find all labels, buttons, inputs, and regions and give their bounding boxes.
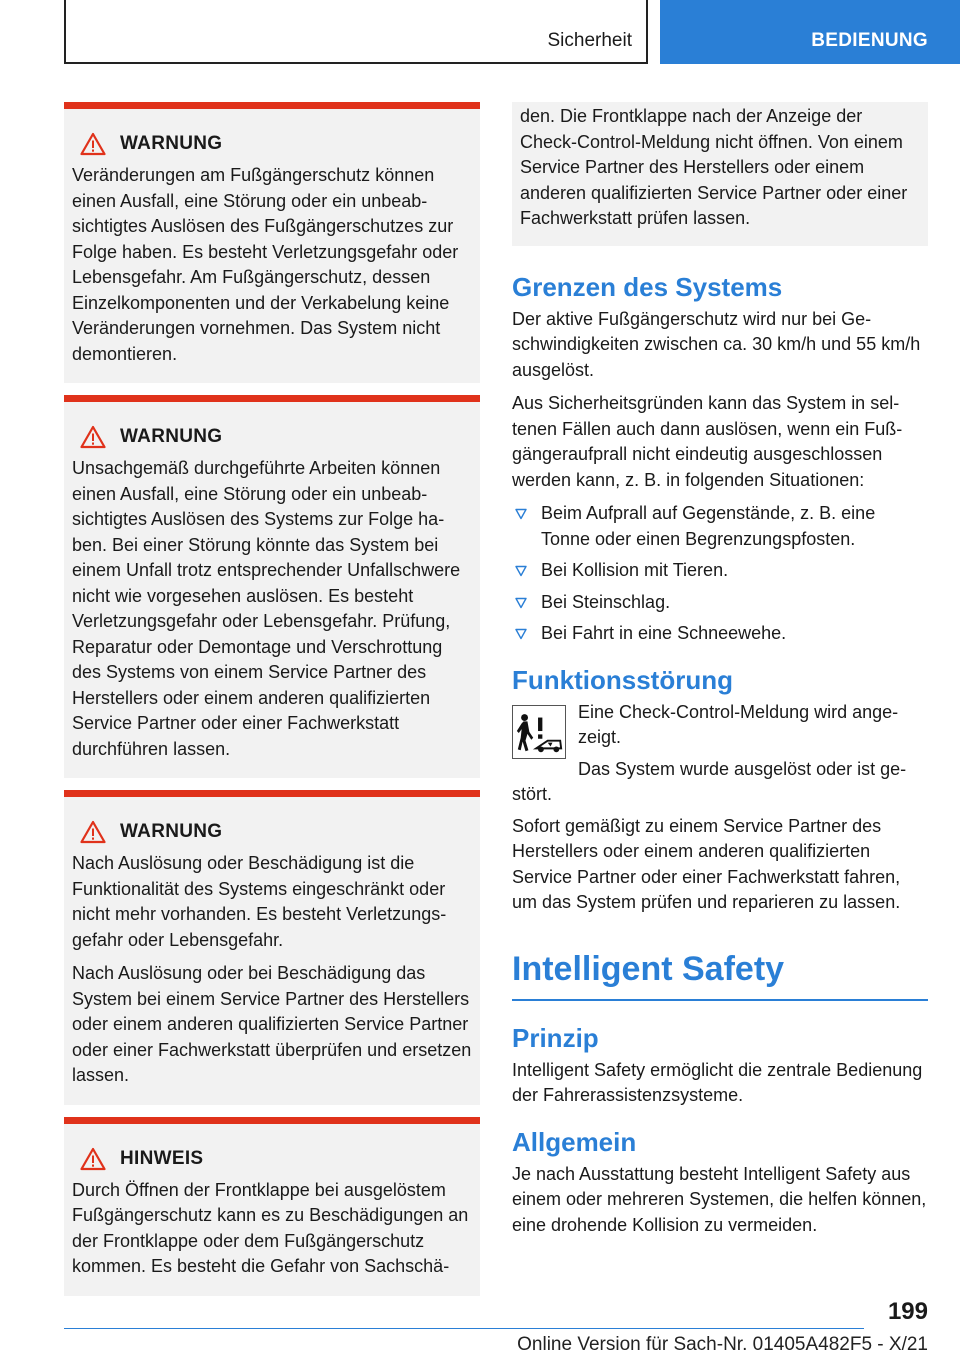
list-item-text: Bei Fahrt in eine Schneewehe. bbox=[541, 623, 787, 643]
pedestrian-protection-warning-icon bbox=[512, 705, 566, 759]
notice-header bbox=[80, 819, 472, 845]
list-item-text: Bei Kollision mit Tieren. bbox=[541, 560, 729, 580]
left-column bbox=[64, 102, 480, 1308]
hint-box bbox=[64, 1117, 480, 1296]
right-column bbox=[512, 102, 928, 1246]
notice-title: HINWEIS bbox=[120, 1147, 204, 1169]
notice-text: Veränderungen am Fußgängerschutz können einen Ausfall, eine Störung oder ein unbeabsichtigtes Auslösen des Fußgängerschutzes zur Folge haben. Es besteht Verletzungsgefahr oder Lebensgefahr. Am Fußgängerschutz, dessen Einzelkomponenten und der Verkabelung keine Veränderungen vornehmen. Das System nicht demontieren. bbox=[72, 165, 459, 364]
warning-triangle-icon bbox=[80, 132, 106, 156]
list-item-text: Bei Steinschlag. bbox=[541, 591, 671, 612]
warning-box bbox=[64, 395, 480, 778]
paragraph: Sofort gemäßigt zu einem Service Partner des Herstellers oder einem anderen qualifizierten Service Partner oder einer Fachwerkstatt fahren, um das System prüfen und reparieren zu lassen. bbox=[512, 815, 901, 912]
notice-title: WARNUNG bbox=[120, 426, 223, 447]
section-title: Sicherheit bbox=[547, 30, 632, 51]
chapter-heading-intelligent-safety: Intelligent Safety bbox=[512, 950, 928, 1001]
footer-online-version: Online Version für Sach-Nr. 01405A482F5 - X/21 bbox=[517, 1334, 928, 1355]
list-item-text: Beim Aufprall auf Gegenstände, z. B. eine Tonne oder einen Begrenzungspfosten. bbox=[541, 503, 876, 549]
notice-text: Nach Auslösung oder bei Beschädigung das System bei einem Service Partner des Herstellers oder einem anderen qualifizierten Service Partner oder einer Fachwerkstatt überprüfen und ersetzen lassen. bbox=[72, 963, 472, 1085]
bullet-triangle-icon bbox=[515, 508, 527, 520]
notice-continuation-box bbox=[512, 102, 928, 246]
warning-box bbox=[64, 102, 480, 383]
paragraph: Das System wurde ausgelöst oder ist gestört. bbox=[512, 758, 907, 804]
warning-triangle-icon bbox=[80, 820, 106, 844]
notice-header bbox=[80, 1146, 472, 1172]
notice-text: Nach Auslösung oder Beschädigung ist die Funktionalität des Systems eingeschränkt oder nicht mehr vorhanden. Es besteht Verletzungsgefahr oder Lebensgefahr. bbox=[72, 853, 447, 950]
notice-text: Durch Öffnen der Frontklappe bei ausgelöstem Fußgängerschutz kann es zu Beschädigungen an der Frontklappe oder dem Fußgängerschutz kommen. Es besteht die Gefahr von Sachschä- bbox=[72, 1179, 469, 1276]
warning-box bbox=[64, 790, 480, 1105]
list-item bbox=[512, 558, 928, 584]
notice-title: WARNUNG bbox=[120, 821, 223, 842]
section-heading-grenzen: Grenzen des Systems bbox=[512, 271, 783, 302]
paragraph: Intelligent Safety ermöglicht die zentrale Bedienung der Fahrerassistenzsysteme. bbox=[512, 1059, 923, 1105]
notice-header bbox=[80, 424, 472, 450]
list-item bbox=[512, 590, 928, 616]
bullet-triangle-icon bbox=[515, 597, 527, 609]
bullet-triangle-icon bbox=[515, 565, 527, 577]
paragraph: Der aktive Fußgängerschutz wird nur bei Geschwindigkeiten zwischen ca. 30 km/h und 55 km/h ausgelöst. bbox=[512, 308, 921, 380]
page-number: 199 bbox=[887, 1298, 928, 1325]
header-section-tab bbox=[64, 0, 648, 64]
warning-triangle-icon bbox=[80, 425, 106, 449]
list-item bbox=[512, 501, 928, 552]
notice-title: WARNUNG bbox=[120, 133, 223, 154]
list-item bbox=[512, 621, 928, 647]
paragraph: Aus Sicherheitsgründen kann das System in seltenen Fällen auch dann auslösen, wenn ein Fußgängeraufprall nicht eindeutig ausgeschlossen werden kann, z. B. in folgenden Situationen: bbox=[512, 393, 903, 490]
section-heading-stoerung: Funktionsstörung bbox=[512, 664, 733, 695]
section-heading-prinzip: Prinzip bbox=[512, 1022, 599, 1053]
situation-list bbox=[512, 501, 928, 647]
notice-header bbox=[80, 131, 472, 157]
paragraph: Je nach Ausstattung besteht Intelligent Safety aus einem oder mehreren Systemen, die helfen können, eine drohende Kollision zu vermeiden. bbox=[512, 1163, 927, 1235]
notice-continuation-text: den. Die Frontklappe nach der Anzeige der Check-Control-Meldung nicht öffnen. Von einem Service Partner des Herstellers oder einem anderen qualifizierten Service Partner oder einer Fachwerkstatt prüfen lassen. bbox=[520, 106, 908, 228]
bullet-triangle-icon bbox=[515, 628, 527, 640]
chapter-title: BEDIENUNG bbox=[811, 30, 928, 51]
paragraph: Eine Check-Control-Meldung wird angezeigt. bbox=[578, 701, 899, 747]
check-control-block bbox=[512, 700, 928, 814]
warning-triangle-icon bbox=[80, 1147, 106, 1171]
notice-text: Unsachgemäß durchgeführte Arbeiten können einen Ausfall, eine Störung oder ein unbeabsichtigtes Auslösen des Systems zur Folge haben. Bei einer Störung könnte das System bei einem Unfall trotz entsprechender Unfallschwere nicht wie vorgesehen auslösen. Es besteht Verletzungsgefahr oder Lebensgefahr. Prüfung, Reparatur oder Demontage und Verschrottung des Systems von einem Service Partner des Herstellers oder einem anderen qualifizierten Service Partner oder einer Fachwerkstatt durchführen lassen. bbox=[72, 458, 461, 759]
section-heading-allgemein: Allgemein bbox=[512, 1126, 637, 1157]
footer-divider bbox=[64, 1328, 864, 1329]
header-chapter-tab bbox=[660, 0, 960, 64]
check-control-text bbox=[512, 700, 928, 808]
